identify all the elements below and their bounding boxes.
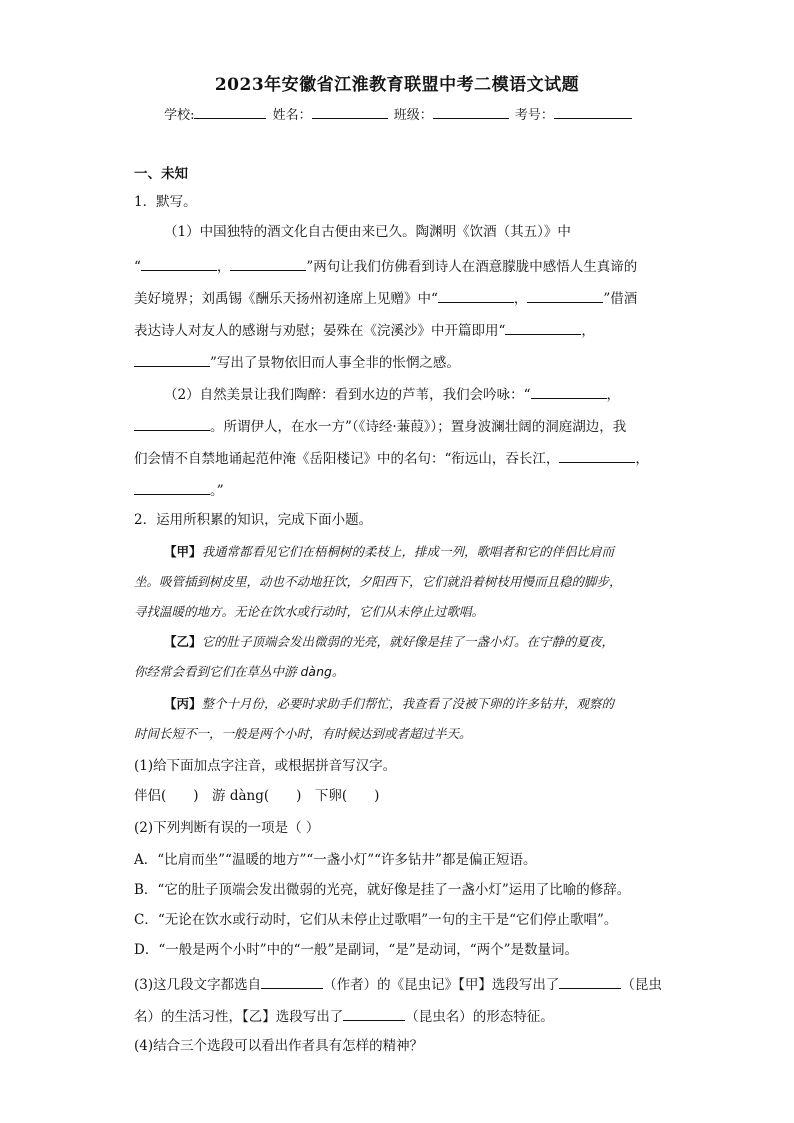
q1-p2-line3 xyxy=(134,450,649,467)
number-label: 考号： xyxy=(514,108,554,123)
option-a[interactable]: A．“比肩而坐”“温暖的地方”“一盏小灯”“许多钻井”都是偏正短语。 xyxy=(134,852,537,868)
option-c[interactable]: C．“无论在饮水或行动时，它们从未停止过歌唱”一句的主干是“它们停止歌唱”。 xyxy=(134,912,618,928)
q1-p1-text: ”写出了景物依旧而人事全非的怅惘之感。 xyxy=(210,355,460,371)
q2-sub3-text: （昆虫名）的形态特征。 xyxy=(405,1009,554,1025)
answer-blank[interactable] xyxy=(230,258,306,271)
answer-blank[interactable] xyxy=(505,322,581,335)
option-d[interactable]: D．“一般是两个小时”中的“一般”是副词，“是”是动词，“两个”是数量词。 xyxy=(134,942,579,958)
q2-sub1: (1)给下面加点字注音，或根据拼音写汉字。 xyxy=(134,758,397,774)
class-blank[interactable] xyxy=(433,105,509,119)
page-title: 2023年安徽省江淮教育联盟中考二模语文试题 xyxy=(214,75,580,95)
passage-text: 整个十月份，必要时求助手们帮忙，我查看了没被下卵的许多钻井，观察的 xyxy=(201,696,615,711)
q1-p1-line1: （1）中国独特的酒文化自古便由来已久。陶渊明《饮酒（其五）》中 xyxy=(164,224,571,240)
q2-sub4: (4)结合三个选段可以看出作者具有怎样的精神？ xyxy=(134,1038,424,1054)
q2-sub3-text: （昆虫 xyxy=(621,977,662,993)
q1-p2-text: 。” xyxy=(210,483,224,499)
name-blank[interactable] xyxy=(312,105,388,119)
section-heading: 一、未知 xyxy=(134,166,188,182)
q1-label: 1．默写。 xyxy=(134,194,197,210)
passage-bing-line2: 时间长短不一，一般是两个小时，有时候达到或者超过半天。 xyxy=(134,726,472,741)
q1-p2-line1 xyxy=(164,386,620,403)
q1-p1-line4 xyxy=(134,322,595,339)
passage-jia-line3: 寻找温暖的地方。无论在饮水或行动时，它们从未停止过歌唱。 xyxy=(134,604,485,619)
q1-p2-text: （2）自然美景让我们陶醉：看到水边的芦苇，我们会吟咏：“ xyxy=(164,387,531,403)
passage-jia-line2: 坐。吸管插到树皮里，动也不动地狂饮，夕阳西下，它们就沿着树枝用慢而且稳的脚步， xyxy=(134,574,622,589)
passage-jia-line1 xyxy=(164,546,614,559)
passage-bing-line1 xyxy=(164,698,614,711)
answer-blank[interactable] xyxy=(141,258,217,271)
answer-blank[interactable] xyxy=(134,354,210,367)
answer-blank[interactable] xyxy=(559,976,621,989)
class-label: 班级： xyxy=(393,108,433,123)
option-b[interactable]: B．“它的肚子顶端会发出微弱的光亮，就好像是挂了一盏小灯”运用了比喻的修辞。 xyxy=(134,882,631,898)
school-label: 学校: xyxy=(164,108,195,123)
answer-blank[interactable] xyxy=(134,482,210,495)
q2-sub3-text: (3)这几段文字都选自 xyxy=(134,977,262,993)
name-label: 姓名： xyxy=(272,108,312,123)
comma: ， xyxy=(216,259,231,275)
q1-p1-text: 美好境界；刘禹锡《酬乐天扬州初逢席上见赠》中“ xyxy=(134,291,438,307)
q1-p1-line2 xyxy=(134,258,637,275)
q1-p2-line2 xyxy=(134,418,626,435)
passage-yi-line1 xyxy=(164,636,614,649)
comma: ， xyxy=(581,323,595,339)
answer-blank[interactable] xyxy=(134,418,210,431)
answer-blank[interactable] xyxy=(261,976,323,989)
number-blank[interactable] xyxy=(554,105,632,119)
passage-text: 它的肚子顶端会发出微弱的光亮，就好像是挂了一盏小灯。在宁静的夏夜， xyxy=(201,634,615,649)
school-blank[interactable] xyxy=(194,105,266,119)
q1-p1-line3 xyxy=(134,290,637,307)
answer-blank[interactable] xyxy=(559,450,635,463)
passage-tag-jia: 【甲】 xyxy=(164,544,202,559)
q2-sub1-items[interactable]: 伴侣( ) 游 dàng( ) 下卵( ) xyxy=(134,788,380,804)
answer-blank[interactable] xyxy=(531,386,607,399)
passage-text: 我通常都看见它们在梧桐树的柔枝上，排成一列，歌唱者和它的伴侣比肩而 xyxy=(201,544,615,559)
passage-yi-line2: 你经常会看到它们在草丛中游 dàng。 xyxy=(134,664,345,679)
q2-sub3-text: （作者）的《昆虫记》【甲】选段写出了 xyxy=(323,977,560,993)
q2-sub2: (2)下列判断有误的一项是（ ） xyxy=(134,820,320,836)
quote-open: “ xyxy=(134,259,141,275)
q1-p1-text: ”借酒 xyxy=(603,291,638,307)
student-info-line xyxy=(0,104,794,123)
answer-blank[interactable] xyxy=(527,290,603,303)
q1-p2-text: 们会情不自禁地诵起范仲淹《岳阳楼记》中的名句：“衔远山，吞长江， xyxy=(134,451,560,467)
q1-p2-line4 xyxy=(134,482,224,499)
q1-p1-text: ”两句让我们仿佛看到诗人在酒意朦胧中感悟人生真谛的 xyxy=(306,259,638,275)
q1-p1-text: 表达诗人对友人的感谢与劝慰；晏殊在《浣溪沙》中开篇即用“ xyxy=(134,323,506,339)
answer-blank[interactable] xyxy=(343,1008,405,1021)
q2-sub3-line1 xyxy=(134,976,662,993)
passage-tag-bing: 【丙】 xyxy=(164,696,202,711)
q2-sub3-line2 xyxy=(134,1008,554,1025)
passage-tag-yi: 【乙】 xyxy=(164,634,202,649)
comma: ， xyxy=(635,451,649,467)
comma: ， xyxy=(606,387,620,403)
comma: ， xyxy=(513,291,528,307)
q2-sub3-text: 名）的生活习性，【乙】选段写出了 xyxy=(134,1009,344,1025)
answer-blank[interactable] xyxy=(438,290,514,303)
q1-p1-line5 xyxy=(134,354,460,371)
q2-label: 2．运用所积累的知识，完成下面小题。 xyxy=(134,512,373,528)
q1-p2-text: 。所谓伊人，在水一方”（《诗经·蒹葭》）；置身波澜壮阔的洞庭湖边，我 xyxy=(210,419,627,435)
